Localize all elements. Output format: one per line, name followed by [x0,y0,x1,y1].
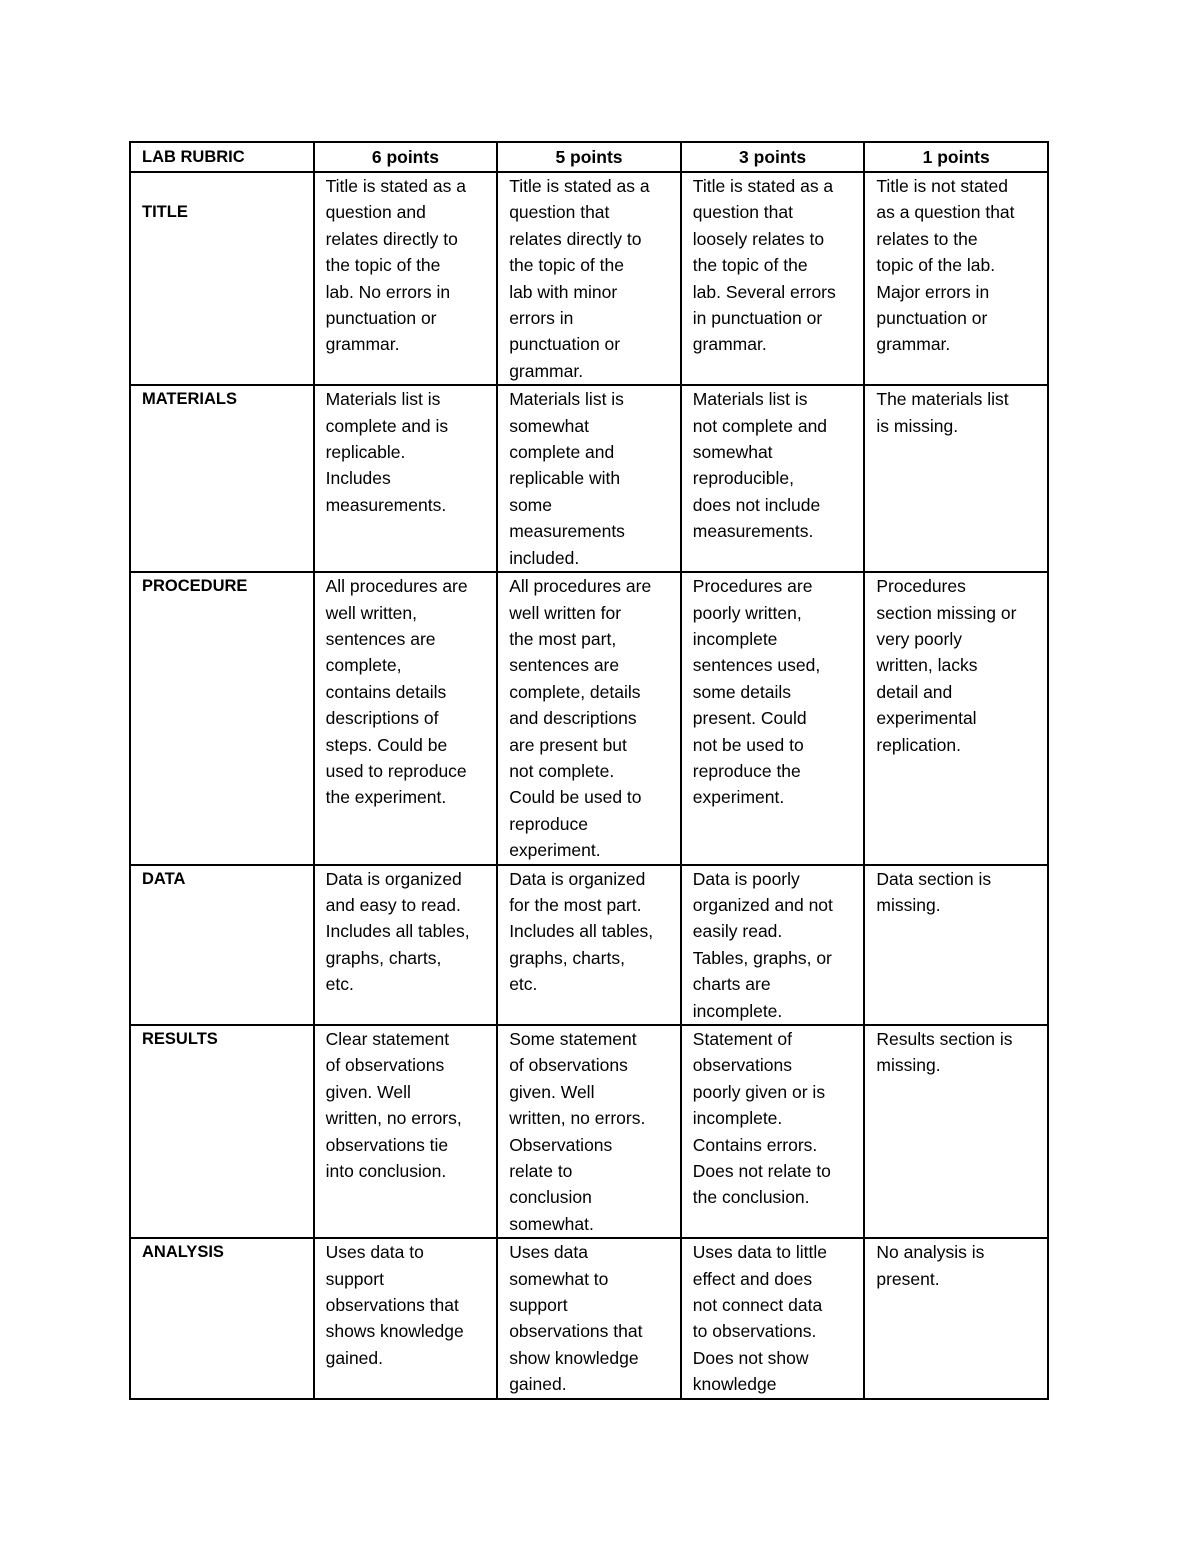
descriptor-cell: Data section is missing. [864,865,1048,1025]
level-header-6-points: 6 points [314,142,498,172]
descriptor-cell: All procedures are well written, sentences are complete, contains details descriptions of steps. Could be used to reproduce the experiment. [314,572,498,864]
descriptor-cell: Procedures section missing or very poorly written, lacks detail and experimental replication. [864,572,1048,864]
descriptor-cell: Data is organized for the most part. Includes all tables, graphs, charts, etc. [497,865,681,1025]
rubric-row-title [130,172,1048,385]
descriptor-cell: Clear statement of observations given. Well written, no errors, observations tie into conclusion. [314,1025,498,1238]
descriptor-cell: Results section is missing. [864,1025,1048,1238]
rubric-row-data [130,865,1048,1025]
rubric-row-results [130,1025,1048,1238]
header-row [130,142,1048,172]
criterion-title: TITLE [130,172,314,385]
rubric-row-analysis [130,1238,1048,1398]
criterion-data: DATA [130,865,314,1025]
descriptor-cell: Uses data to little effect and does not connect data to observations. Does not show knowledge [681,1238,865,1398]
descriptor-cell: Statement of observations poorly given or is incomplete. Contains errors. Does not relate to the conclusion. [681,1025,865,1238]
descriptor-cell: Data is poorly organized and not easily read. Tables, graphs, or charts are incomplete. [681,865,865,1025]
criterion-procedure: PROCEDURE [130,572,314,864]
descriptor-cell: Title is not stated as a question that relates to the topic of the lab. Major errors in punctuation or grammar. [864,172,1048,385]
descriptor-cell: Title is stated as a question that relates directly to the topic of the lab with minor errors in punctuation or grammar. [497,172,681,385]
criterion-materials: MATERIALS [130,385,314,572]
descriptor-cell: Data is organized and easy to read. Includes all tables, graphs, charts, etc. [314,865,498,1025]
lab-rubric-table [129,141,1049,1400]
descriptor-cell: Procedures are poorly written, incomplete sentences used, some details present. Could not be used to reproduce the experiment. [681,572,865,864]
descriptor-cell: Uses data somewhat to support observations that show knowledge gained. [497,1238,681,1398]
descriptor-cell: Materials list is somewhat complete and replicable with some measurements included. [497,385,681,572]
descriptor-cell: Some statement of observations given. Well written, no errors. Observations relate to conclusion somewhat. [497,1025,681,1238]
rubric-row-procedure [130,572,1048,864]
level-header-1-points: 1 points [864,142,1048,172]
rubric-row-materials [130,385,1048,572]
descriptor-cell: The materials list is missing. [864,385,1048,572]
descriptor-cell: Materials list is complete and is replicable. Includes measurements. [314,385,498,572]
rubric-title-cell: LAB RUBRIC [130,142,314,172]
descriptor-cell: Title is stated as a question that loosely relates to the topic of the lab. Several errors in punctuation or grammar. [681,172,865,385]
level-header-3-points: 3 points [681,142,865,172]
descriptor-cell: Title is stated as a question and relates directly to the topic of the lab. No errors in punctuation or grammar. [314,172,498,385]
descriptor-cell: No analysis is present. [864,1238,1048,1398]
level-header-5-points: 5 points [497,142,681,172]
descriptor-cell: Materials list is not complete and somewhat reproducible, does not include measurements. [681,385,865,572]
criterion-analysis: ANALYSIS [130,1238,314,1398]
descriptor-cell: Uses data to support observations that shows knowledge gained. [314,1238,498,1398]
criterion-results: RESULTS [130,1025,314,1238]
descriptor-cell: All procedures are well written for the most part, sentences are complete, details and descriptions are present but not complete. Could be used to reproduce experiment. [497,572,681,864]
